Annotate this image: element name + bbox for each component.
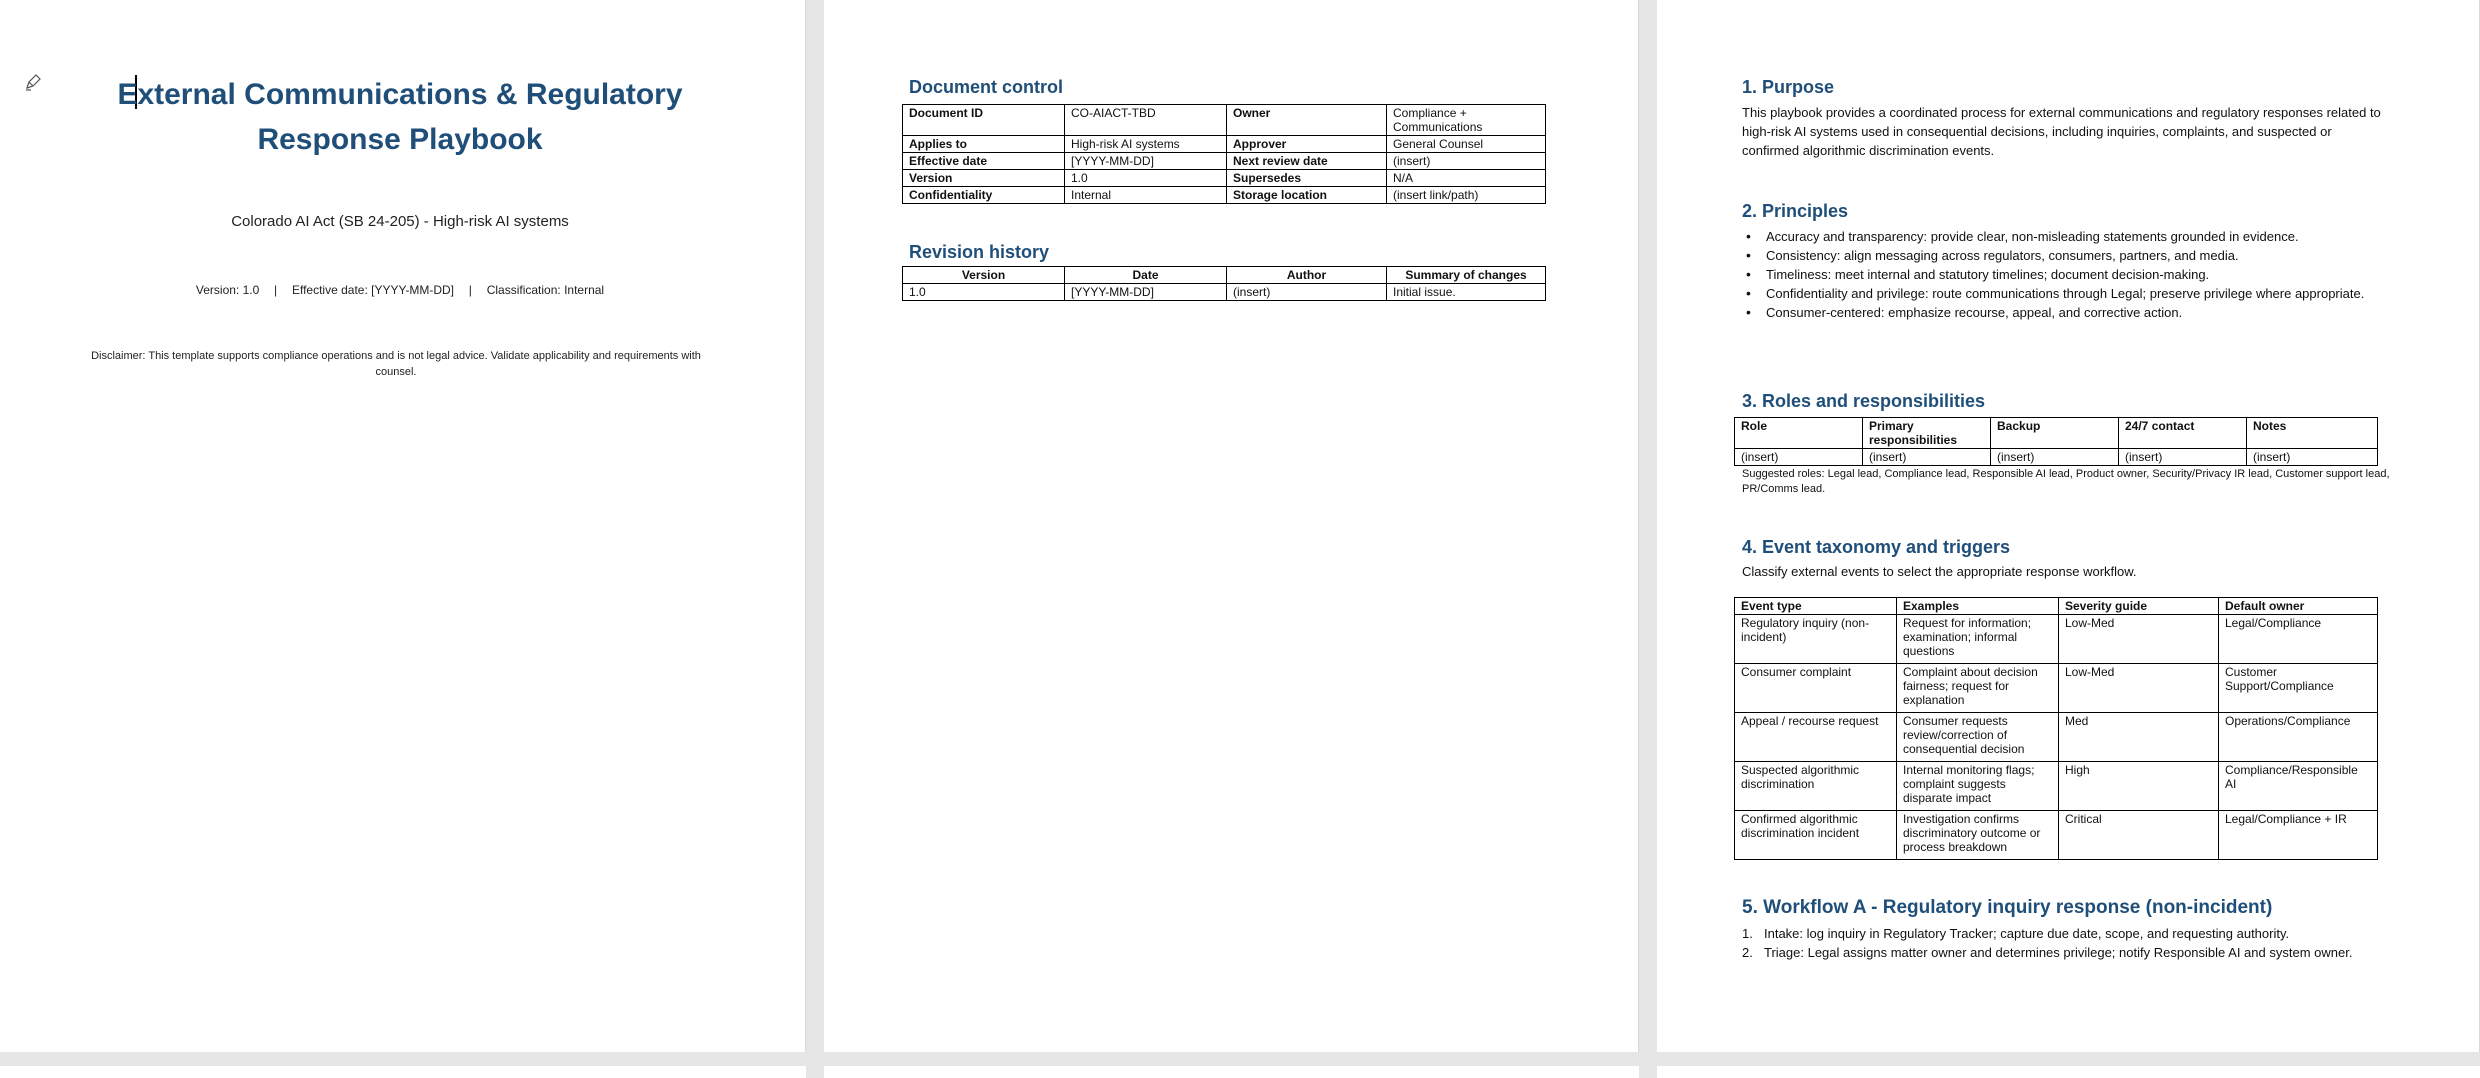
list-item xyxy=(1742,943,2422,962)
table-header: Version xyxy=(903,267,1065,284)
table-cell: Critical xyxy=(2059,811,2219,860)
table-row xyxy=(903,136,1546,153)
list-item xyxy=(1742,924,2422,943)
table-cell: General Counsel xyxy=(1387,136,1546,153)
document-meta-line xyxy=(90,282,710,298)
table-cell: Legal/Compliance + IR xyxy=(2219,811,2378,860)
table-cell: N/A xyxy=(1387,170,1546,187)
table-header: Summary of changes xyxy=(1387,267,1546,284)
table-header-row xyxy=(903,267,1546,284)
table-cell: Compliance/Responsible AI xyxy=(2219,762,2378,811)
table-header: Examples xyxy=(1897,598,2059,615)
table-cell: Applies to xyxy=(903,136,1065,153)
table-cell: CO-AIACT-TBD xyxy=(1065,105,1227,136)
table-cell: Operations/Compliance xyxy=(2219,713,2378,762)
table-cell: Owner xyxy=(1227,105,1387,136)
step-number: 1. xyxy=(1742,926,1753,941)
table-cell: Confidentiality xyxy=(903,187,1065,204)
content-page xyxy=(1657,0,2480,1052)
classification-text: Classification: Internal xyxy=(486,283,605,297)
section-1-heading: 1. Purpose xyxy=(1742,77,1835,97)
table-header: Author xyxy=(1227,267,1387,284)
table-cell: Confirmed algorithmic discrimination incident xyxy=(1735,811,1897,860)
pen-icon xyxy=(24,72,44,92)
table-cell: Next review date xyxy=(1227,153,1387,170)
section-3-heading: 3. Roles and responsibilities xyxy=(1742,391,1986,411)
list-item: • Timeliness: meet internal and statutory timelines; document decision-making. xyxy=(1766,265,2366,284)
table-cell: 1.0 xyxy=(1065,170,1227,187)
cover-page xyxy=(0,0,806,1052)
principles-list xyxy=(1766,227,2366,322)
table-row xyxy=(903,170,1546,187)
section-5-heading: 5. Workflow A - Regulatory inquiry response (non-incident) xyxy=(1742,897,2273,918)
table-header: Backup xyxy=(1991,418,2119,449)
document-subtitle: Colorado AI Act (SB 24-205) - High-risk AI systems xyxy=(231,213,569,230)
table-header: Notes xyxy=(2247,418,2378,449)
disclaimer-text: Disclaimer: This template supports compliance operations and is not legal advice. Validate applicability and requirements with counsel. xyxy=(91,350,701,378)
next-page-strip xyxy=(1657,1066,2480,1078)
table-cell: Document ID xyxy=(903,105,1065,136)
table-cell: Approver xyxy=(1227,136,1387,153)
table-cell: Low-Med xyxy=(2059,615,2219,664)
revision-history-table xyxy=(902,266,1546,301)
list-item: • Consumer-centered: emphasize recourse, appeal, and corrective action. xyxy=(1766,303,2366,322)
section-2-heading: 2. Principles xyxy=(1742,201,1849,221)
revision-history-heading: Revision history xyxy=(909,242,1050,262)
step-text: Triage: Legal assigns matter owner and determines privilege; notify Responsible AI and system owner. xyxy=(1764,945,2353,960)
meta-separator: | xyxy=(274,283,278,297)
table-header: Role xyxy=(1735,418,1863,449)
table-row xyxy=(903,153,1546,170)
list-item: • Consistency: align messaging across regulators, consumers, partners, and media. xyxy=(1766,246,2366,265)
table-header: Severity guide xyxy=(2059,598,2219,615)
table-cell: Supersedes xyxy=(1227,170,1387,187)
table-cell: (insert) xyxy=(1863,449,1991,466)
table-cell: (insert) xyxy=(2119,449,2247,466)
table-cell: Consumer requests review/correction of consequential decision xyxy=(1897,713,2059,762)
table-cell: (insert link/path) xyxy=(1387,187,1546,204)
roles-table xyxy=(1734,417,2378,466)
table-cell: Appeal / recourse request xyxy=(1735,713,1897,762)
table-cell: Internal monitoring flags; complaint suggests disparate impact xyxy=(1897,762,2059,811)
table-cell: (insert) xyxy=(1227,284,1387,301)
table-row xyxy=(1735,762,2378,811)
list-item: • Confidentiality and privilege: route communications through Legal; preserve privilege where appropriate. xyxy=(1766,284,2366,303)
table-cell: Legal/Compliance xyxy=(2219,615,2378,664)
table-header: Date xyxy=(1065,267,1227,284)
table-cell: Consumer complaint xyxy=(1735,664,1897,713)
section-4-intro: Classify external events to select the appropriate response workflow. xyxy=(1742,564,2137,579)
table-row xyxy=(903,187,1546,204)
list-item: • Accuracy and transparency: provide clear, non-misleading statements grounded in evidence. xyxy=(1766,227,2366,246)
table-cell: Med xyxy=(2059,713,2219,762)
table-cell: [YYYY-MM-DD] xyxy=(1065,153,1227,170)
table-header-row xyxy=(1735,418,2378,449)
table-cell: Version xyxy=(903,170,1065,187)
table-cell: 1.0 xyxy=(903,284,1065,301)
table-cell: Effective date xyxy=(903,153,1065,170)
document-control-page xyxy=(824,0,1639,1052)
table-header: Primary responsibilities xyxy=(1863,418,1991,449)
table-cell: [YYYY-MM-DD] xyxy=(1065,284,1227,301)
meta-separator: | xyxy=(468,283,472,297)
table-header: Event type xyxy=(1735,598,1897,615)
table-header: 24/7 contact xyxy=(2119,418,2247,449)
table-header: Default owner xyxy=(2219,598,2378,615)
table-row xyxy=(1735,811,2378,860)
table-cell: (insert) xyxy=(2247,449,2378,466)
table-cell: Customer Support/Compliance xyxy=(2219,664,2378,713)
table-cell: (insert) xyxy=(1991,449,2119,466)
next-page-strip xyxy=(0,1066,806,1078)
version-text: Version: 1.0 xyxy=(195,283,260,297)
table-cell: Storage location xyxy=(1227,187,1387,204)
title-line-2: Response Playbook xyxy=(257,123,543,156)
workflow-a-steps xyxy=(1742,924,2422,962)
table-header-row xyxy=(1735,598,2378,615)
table-cell: Request for information; examination; informal questions xyxy=(1897,615,2059,664)
table-cell: (insert) xyxy=(1735,449,1863,466)
step-number: 2. xyxy=(1742,945,1753,960)
table-cell: Low-Med xyxy=(2059,664,2219,713)
section-4-heading: 4. Event taxonomy and triggers xyxy=(1742,537,2011,557)
table-row xyxy=(1735,664,2378,713)
document-control-heading: Document control xyxy=(909,77,1064,97)
title-line-1: External Communications & Regulatory xyxy=(117,78,683,111)
table-cell: Initial issue. xyxy=(1387,284,1546,301)
step-text: Intake: log inquiry in Regulatory Tracker; capture due date, scope, and requesting authority. xyxy=(1764,926,2290,941)
effective-date-text: Effective date: [YYYY-MM-DD] xyxy=(291,283,455,297)
document-title xyxy=(100,72,700,162)
table-row xyxy=(1735,449,2378,466)
table-cell: Investigation confirms discriminatory outcome or process breakdown xyxy=(1897,811,2059,860)
table-cell: Suspected algorithmic discrimination xyxy=(1735,762,1897,811)
roles-note: Suggested roles: Legal lead, Compliance lead, Responsible AI lead, Product owner, Security/Privacy IR lead, Customer support lead, PR/Comms lead. xyxy=(1742,468,2390,495)
table-cell: Internal xyxy=(1065,187,1227,204)
next-page-strip xyxy=(824,1066,1639,1078)
table-row xyxy=(1735,615,2378,664)
event-taxonomy-table xyxy=(1734,597,2378,860)
table-cell: (insert) xyxy=(1387,153,1546,170)
table-row xyxy=(903,284,1546,301)
table-cell: Complaint about decision fairness; request for explanation xyxy=(1897,664,2059,713)
table-row xyxy=(1735,713,2378,762)
table-cell: Compliance + Communications xyxy=(1387,105,1546,136)
section-1-body: This playbook provides a coordinated process for external communications and regulatory responses related to high-risk AI systems used in consequential decisions, including inquiries, complaints, and suspected or confirmed algorithmic discrimination events. xyxy=(1742,105,2381,158)
table-row xyxy=(903,105,1546,136)
document-control-table xyxy=(902,104,1546,204)
table-cell: Regulatory inquiry (non-incident) xyxy=(1735,615,1897,664)
table-cell: High xyxy=(2059,762,2219,811)
table-cell: High-risk AI systems xyxy=(1065,136,1227,153)
